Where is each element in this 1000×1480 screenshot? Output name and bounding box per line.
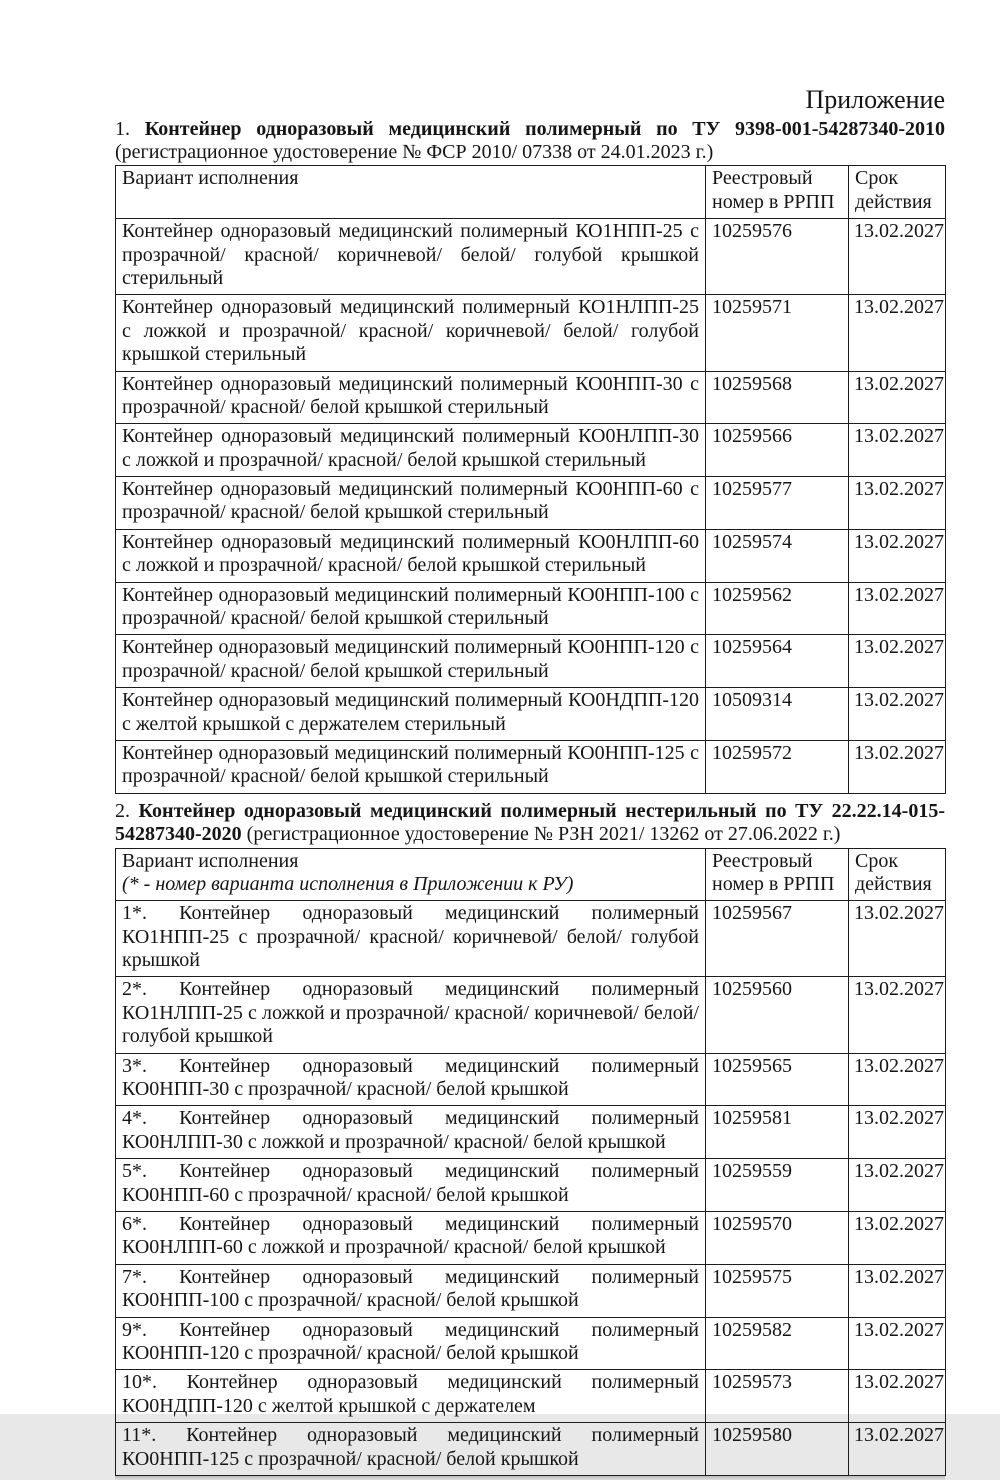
variant-cell: 9*. Контейнер одноразовый медицинский полимерный КО0НПП-120 с прозрачной/ красной/ белой крышкой — [116, 1317, 706, 1370]
table-row — [116, 688, 946, 741]
registry-number-cell: 10259580 — [706, 1423, 849, 1476]
table-row — [116, 1106, 946, 1159]
registry-number-cell: 10259566 — [706, 424, 849, 477]
variant-cell: 2*. Контейнер одноразовый медицинский полимерный КО1НЛПП-25 с ложкой и прозрачной/ красной/ коричневой/ белой/ голубой крышкой — [116, 977, 706, 1053]
scan-artifact-line — [115, 1476, 945, 1480]
variant-cell: Контейнер одноразовый медицинский полимерный КО0НПП-100 с прозрачной/ красной/ белой крышкой стерильный — [116, 582, 706, 635]
variant-header-label: Вариант исполнения — [122, 167, 299, 190]
registry-number-cell: 10259573 — [706, 1370, 849, 1423]
table-row — [116, 371, 946, 424]
validity-column-header: Срок действия — [849, 848, 946, 901]
table-header-row — [116, 848, 946, 901]
section-1-title-bold: Контейнер одноразовый медицинский полимерный по ТУ 9398-001-54287340-2010 — [144, 117, 946, 140]
registry-table-1 — [115, 165, 946, 793]
table-header-row — [116, 166, 946, 219]
validity-date-cell: 13.02.2027 — [849, 1317, 946, 1370]
variant-cell: Контейнер одноразовый медицинский полимерный КО0НПП-125 с прозрачной/ красной/ белой крышкой стерильный — [116, 740, 706, 793]
validity-date-cell: 13.02.2027 — [849, 1370, 946, 1423]
validity-date-cell: 13.02.2027 — [849, 1212, 946, 1265]
validity-date-cell: 13.02.2027 — [849, 635, 946, 688]
validity-date-cell: 13.02.2027 — [849, 424, 946, 477]
table-row — [116, 424, 946, 477]
table-row — [116, 1212, 946, 1265]
variant-cell: Контейнер одноразовый медицинский полимерный КО0НПП-30 с прозрачной/ красной/ белой крышкой стерильный — [116, 371, 706, 424]
validity-column-header: Срок действия — [849, 166, 946, 219]
validity-date-cell: 13.02.2027 — [849, 371, 946, 424]
validity-date-cell: 13.02.2027 — [849, 295, 946, 371]
variant-cell: 11*. Контейнер одноразовый медицинский полимерный КО0НПП-125 с прозрачной/ красной/ белой крышкой — [116, 1423, 706, 1476]
registry-column-header: Реестровый номер в РРПП — [706, 848, 849, 901]
validity-date-cell: 13.02.2027 — [849, 219, 946, 295]
variant-header-note: (* - номер варианта исполнения в Приложении к РУ) — [122, 872, 574, 895]
registry-number-cell: 10259576 — [706, 219, 849, 295]
table-row — [116, 1264, 946, 1317]
variant-cell: Контейнер одноразовый медицинский полимерный КО1НЛПП-25 с ложкой и прозрачной/ красной/ коричневой/ белой/ голубой крышкой стерильный — [116, 295, 706, 371]
table-row — [116, 1317, 946, 1370]
registry-number-cell: 10259567 — [706, 901, 849, 977]
table-row — [116, 901, 946, 977]
section-1-number: 1. — [115, 117, 130, 140]
variant-cell: 7*. Контейнер одноразовый медицинский полимерный КО0НПП-100 с прозрачной/ красной/ белой крышкой — [116, 1264, 706, 1317]
registry-number-cell: 10259577 — [706, 477, 849, 530]
table-row — [116, 977, 946, 1053]
section-1 — [115, 118, 945, 794]
validity-date-cell: 13.02.2027 — [849, 1423, 946, 1476]
registry-number-cell: 10259572 — [706, 740, 849, 793]
registry-number-cell: 10509314 — [706, 688, 849, 741]
variant-cell: Контейнер одноразовый медицинский полимерный КО1НПП-25 с прозрачной/ красной/ коричневой/ белой/ голубой крышкой стерильный — [116, 219, 706, 295]
registry-number-cell: 10259581 — [706, 1106, 849, 1159]
variant-cell: 5*. Контейнер одноразовый медицинский полимерный КО0НПП-60 с прозрачной/ красной/ белой крышкой — [116, 1159, 706, 1212]
registry-number-cell: 10259568 — [706, 371, 849, 424]
table-row — [116, 529, 946, 582]
section-2-title-bold: Контейнер одноразовый медицинский полимерный нестерильный по ТУ 22.22.14-015-54287340-2020 — [115, 799, 946, 846]
validity-date-cell: 13.02.2027 — [849, 688, 946, 741]
variant-cell: Контейнер одноразовый медицинский полимерный КО0НЛПП-30 с ложкой и прозрачной/ красной/ белой крышкой стерильный — [116, 424, 706, 477]
validity-date-cell: 13.02.2027 — [849, 582, 946, 635]
registry-number-cell: 10259562 — [706, 582, 849, 635]
section-1-title — [115, 118, 945, 165]
variant-header-label: Вариант исполнения — [122, 849, 299, 872]
registry-number-cell: 10259570 — [706, 1212, 849, 1265]
variant-cell: 6*. Контейнер одноразовый медицинский полимерный КО0НЛПП-60 с ложкой и прозрачной/ красной/ белой крышкой — [116, 1212, 706, 1265]
variant-cell: 4*. Контейнер одноразовый медицинский полимерный КО0НЛПП-30 с ложкой и прозрачной/ красной/ белой крышкой — [116, 1106, 706, 1159]
registry-number-cell: 10259582 — [706, 1317, 849, 1370]
validity-date-cell: 13.02.2027 — [849, 1159, 946, 1212]
variant-cell: Контейнер одноразовый медицинский полимерный КО0НДПП-120 с желтой крышкой с держателем стерильный — [116, 688, 706, 741]
variant-column-header — [116, 848, 706, 901]
table-row — [116, 1370, 946, 1423]
validity-date-cell: 13.02.2027 — [849, 1264, 946, 1317]
validity-date-cell: 13.02.2027 — [849, 1053, 946, 1106]
variant-cell: Контейнер одноразовый медицинский полимерный КО0НПП-60 с прозрачной/ красной/ белой крышкой стерильный — [116, 477, 706, 530]
registry-number-cell: 10259560 — [706, 977, 849, 1053]
variant-cell: 3*. Контейнер одноразовый медицинский полимерный КО0НПП-30 с прозрачной/ красной/ белой крышкой — [116, 1053, 706, 1106]
table-row — [116, 635, 946, 688]
table-row — [116, 219, 946, 295]
section-1-title-note: (регистрационное удостоверение № ФСР 2010/ 07338 от 24.01.2023 г.) — [115, 140, 714, 163]
validity-date-cell: 13.02.2027 — [849, 901, 946, 977]
validity-date-cell: 13.02.2027 — [849, 1106, 946, 1159]
variant-column-header — [116, 166, 706, 219]
registry-number-cell: 10259574 — [706, 529, 849, 582]
registry-number-cell: 10259571 — [706, 295, 849, 371]
validity-date-cell: 13.02.2027 — [849, 977, 946, 1053]
table-row — [116, 1423, 946, 1476]
variant-cell: 10*. Контейнер одноразовый медицинский полимерный КО0НДПП-120 с желтой крышкой с держателем — [116, 1370, 706, 1423]
registry-table-2 — [115, 848, 946, 1476]
section-2 — [115, 800, 945, 1480]
variant-cell: Контейнер одноразовый медицинский полимерный КО0НЛПП-60 с ложкой и прозрачной/ красной/ белой крышкой стерильный — [116, 529, 706, 582]
registry-column-header: Реестровый номер в РРПП — [706, 166, 849, 219]
table-row — [116, 295, 946, 371]
section-2-number: 2. — [115, 799, 130, 822]
table-row — [116, 740, 946, 793]
registry-number-cell: 10259559 — [706, 1159, 849, 1212]
validity-date-cell: 13.02.2027 — [849, 740, 946, 793]
registry-number-cell: 10259565 — [706, 1053, 849, 1106]
table-row — [116, 582, 946, 635]
variant-cell: 1*. Контейнер одноразовый медицинский полимерный КО1НПП-25 с прозрачной/ красной/ коричневой/ белой/ голубой крышкой — [116, 901, 706, 977]
section-2-title-note: (регистрационное удостоверение № РЗН 2021/ 13262 от 27.06.2022 г.) — [246, 823, 841, 846]
table-row — [116, 1053, 946, 1106]
registry-number-cell: 10259575 — [706, 1264, 849, 1317]
appendix-label: Приложение — [805, 85, 945, 114]
variant-cell: Контейнер одноразовый медицинский полимерный КО0НПП-120 с прозрачной/ красной/ белой крышкой стерильный — [116, 635, 706, 688]
registry-number-cell: 10259564 — [706, 635, 849, 688]
validity-date-cell: 13.02.2027 — [849, 477, 946, 530]
table-row — [116, 1159, 946, 1212]
table-row — [116, 477, 946, 530]
section-2-title — [115, 800, 945, 847]
validity-date-cell: 13.02.2027 — [849, 529, 946, 582]
